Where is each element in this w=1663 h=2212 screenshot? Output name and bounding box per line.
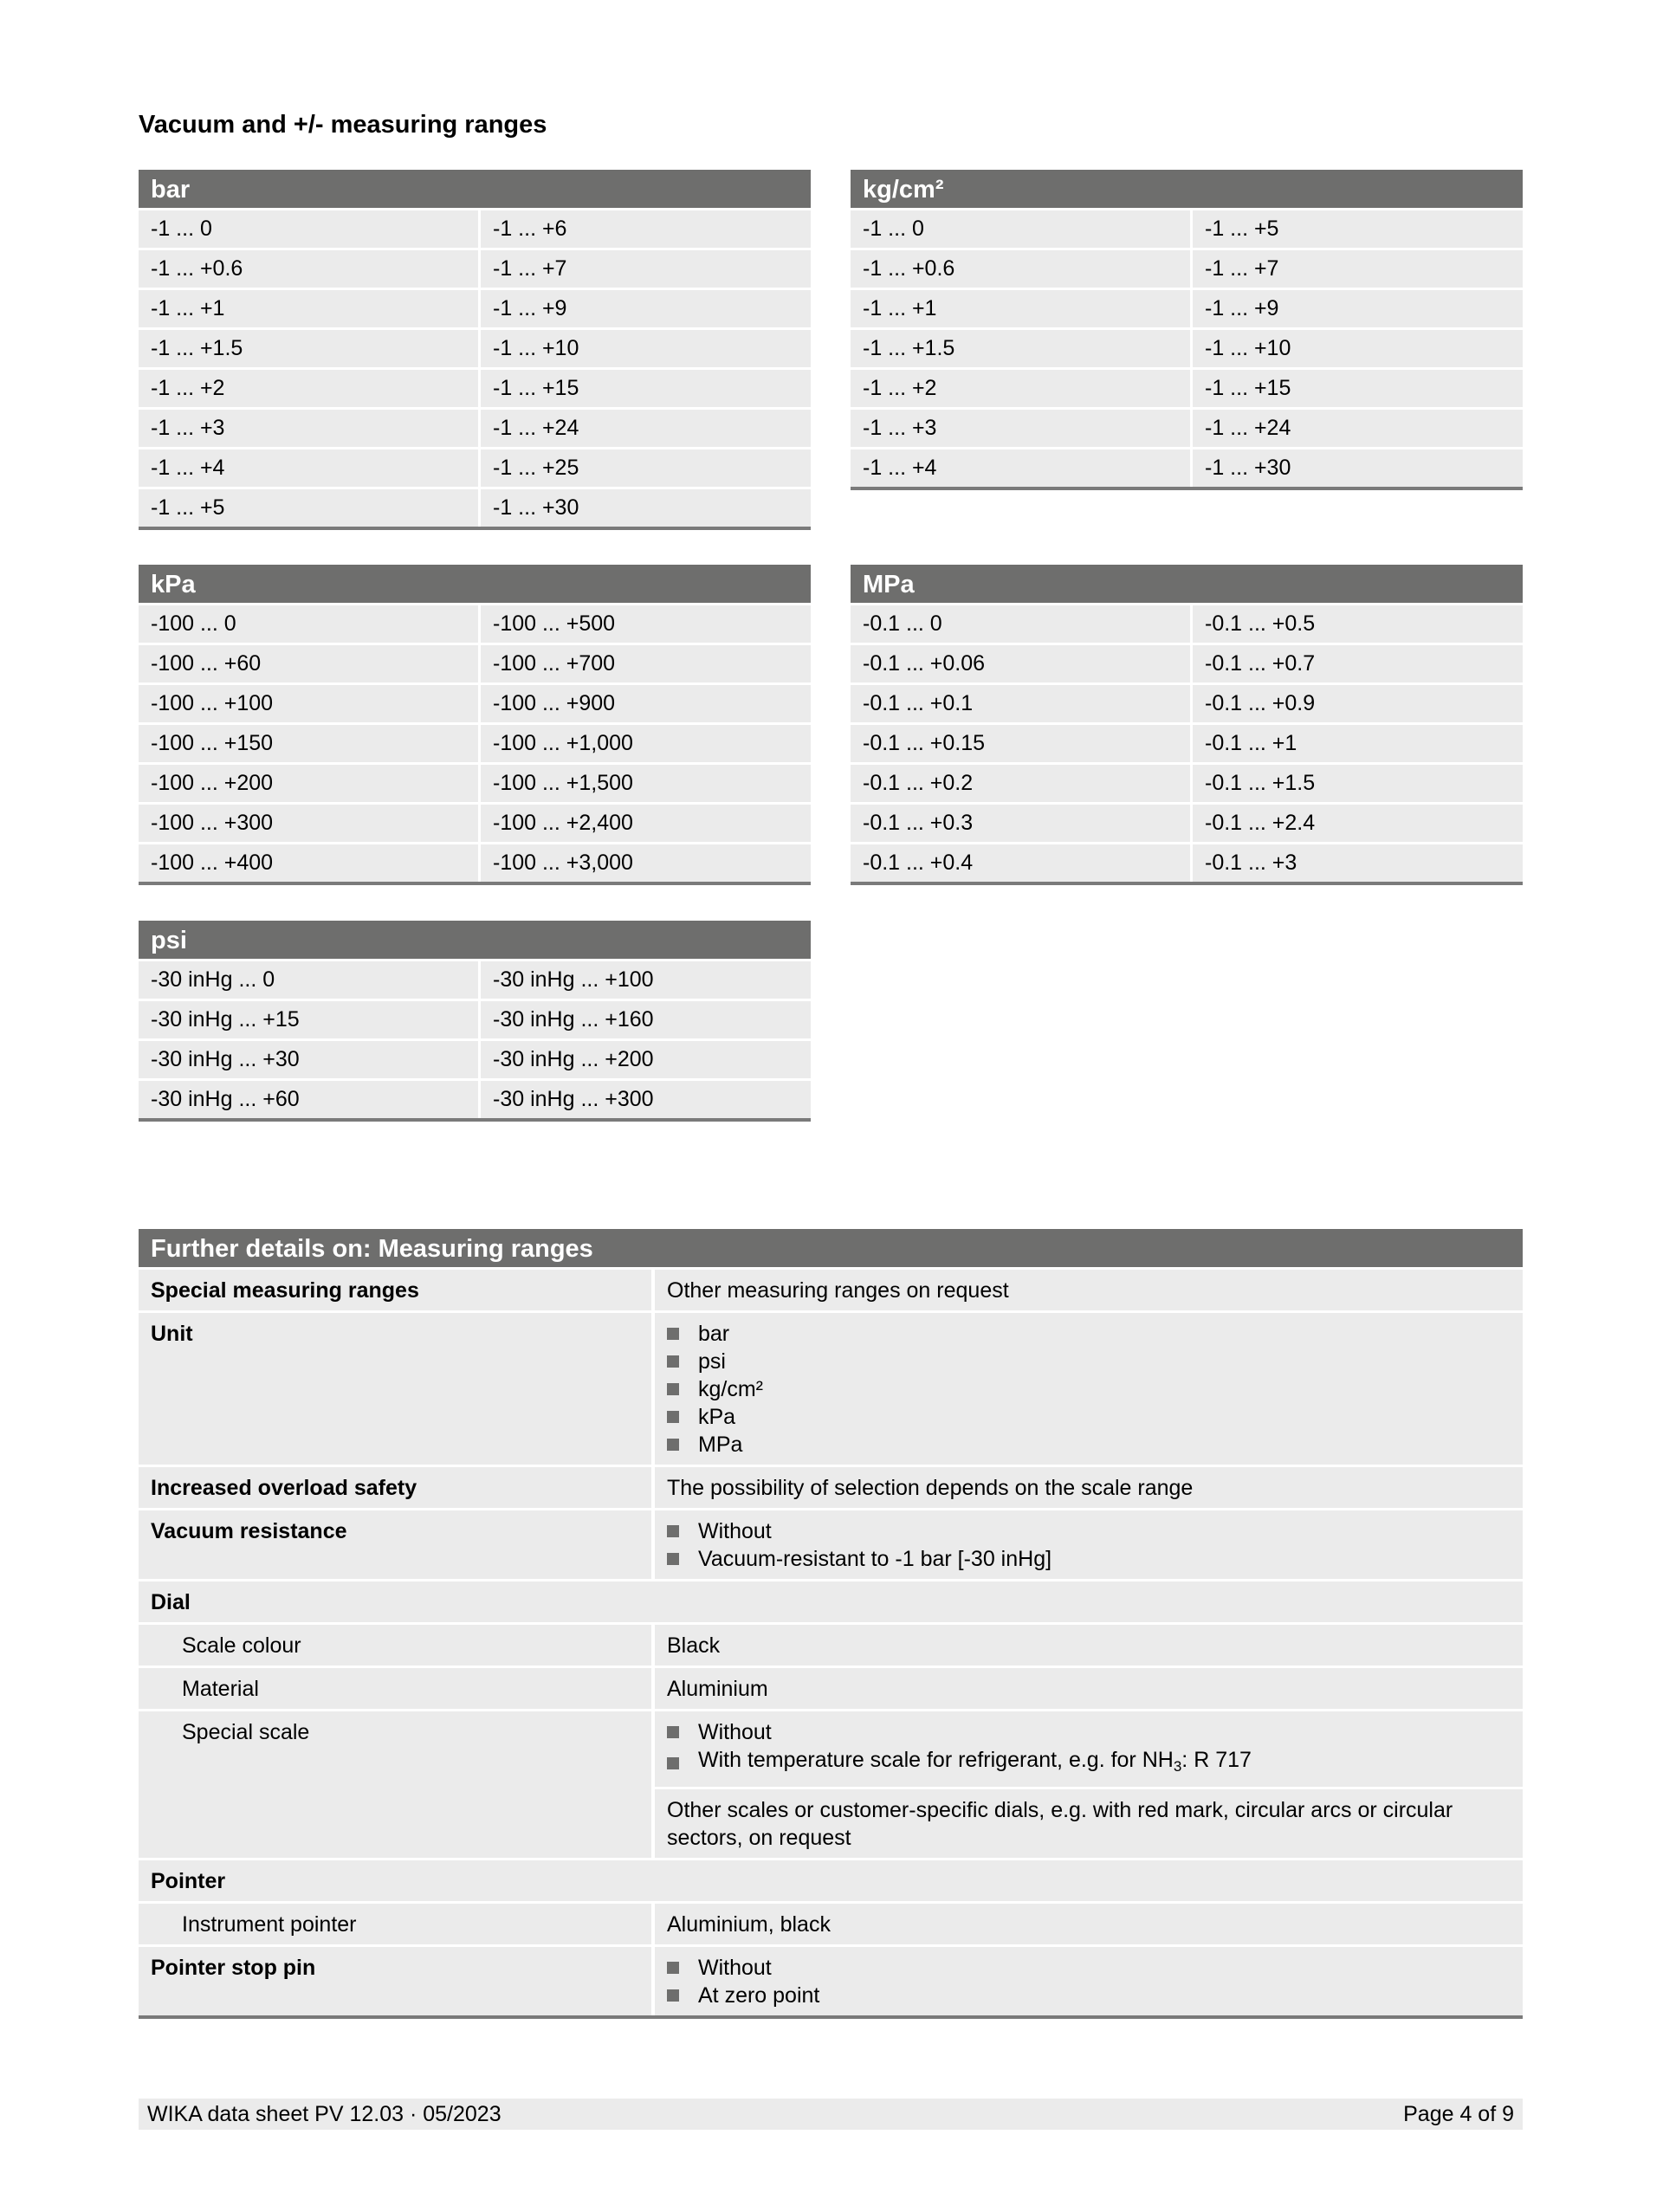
list-item: kg/cm²: [667, 1375, 1511, 1403]
table-cell: -1 ... +1.5: [851, 330, 1190, 367]
table-cell: -0.1 ... +3: [1193, 844, 1523, 882]
details-row-dial: [139, 1579, 1523, 1622]
list-item: bar: [667, 1320, 1511, 1348]
table-cell: -1 ... +30: [481, 489, 811, 527]
list-item: Without: [667, 1517, 1511, 1545]
details-row-special-scale: [139, 1709, 1523, 1858]
unit-list: [655, 1313, 1523, 1465]
table-cell: -0.1 ... +1: [1193, 725, 1523, 762]
table-cell: -0.1 ... +0.4: [851, 844, 1190, 882]
table-row: [851, 208, 1523, 248]
table-cell: -0.1 ... +0.3: [851, 805, 1190, 842]
bullet-square-icon: [667, 1525, 679, 1537]
details-row-material: [139, 1665, 1523, 1709]
special-scale-note: Other scales or customer-specific dials, e.g. with red mark, circular arcs or circular sectors, on request: [655, 1787, 1523, 1858]
overload-label: Increased overload safety: [139, 1467, 651, 1508]
table-cell: -1 ... +7: [1193, 250, 1523, 288]
table-cell: -100 ... +2,400: [481, 805, 811, 842]
list-item: With temperature scale for refrigerant, e.g. for $NH_3$: R 717: [667, 1746, 1511, 1781]
table-cell: -1 ... +2: [851, 370, 1190, 407]
table-header: bar: [139, 170, 811, 208]
pointer-label: Pointer: [139, 1860, 1523, 1901]
table-cell: -1 ... 0: [139, 210, 478, 248]
table-row: [851, 722, 1523, 762]
bullet-square-icon: [667, 1328, 679, 1340]
table-row: [139, 447, 811, 487]
table-row: [139, 722, 811, 762]
details-row-vacuum: [139, 1508, 1523, 1579]
table-cell: -0.1 ... +0.15: [851, 725, 1190, 762]
table-cell: -1 ... +3: [851, 410, 1190, 447]
kpa-range-table: [139, 565, 811, 885]
bullet-square-icon: [667, 1553, 679, 1565]
table-header: kPa: [139, 565, 811, 603]
table-cell: -1 ... +5: [139, 489, 478, 527]
table-row: [139, 603, 811, 643]
bar-range-table: [139, 170, 811, 530]
details-row-unit: [139, 1310, 1523, 1465]
page-title: Vacuum and +/- measuring ranges: [139, 111, 547, 139]
table-cell: -0.1 ... +1.5: [1193, 765, 1523, 802]
table-header: kg/cm²: [851, 170, 1523, 208]
table-row: [139, 407, 811, 447]
table-row: [139, 288, 811, 327]
bullet-square-icon: [667, 1355, 679, 1368]
table-row: [851, 407, 1523, 447]
table-cell: -0.1 ... +0.2: [851, 765, 1190, 802]
table-cell: -30 inHg ... +300: [481, 1081, 811, 1118]
table-cell: -1 ... +15: [1193, 370, 1523, 407]
table-cell: -1 ... +7: [481, 250, 811, 288]
table-row: [139, 248, 811, 288]
table-row: [851, 842, 1523, 882]
table-row: [139, 959, 811, 999]
table-row: [851, 802, 1523, 842]
table-header: psi: [139, 921, 811, 959]
list-item: Vacuum-resistant to -1 bar [-30 inHg]: [667, 1545, 1511, 1573]
table-row: [139, 1038, 811, 1078]
bullet-square-icon: [667, 1757, 679, 1769]
table-cell: -100 ... +150: [139, 725, 478, 762]
table-row: [139, 643, 811, 682]
table-cell: -0.1 ... +0.5: [1193, 605, 1523, 643]
table-cell: -1 ... +25: [481, 450, 811, 487]
vacuum-label: Vacuum resistance: [139, 1510, 651, 1579]
details-row-scale-colour: [139, 1622, 1523, 1665]
table-row: [139, 367, 811, 407]
table-cell: -30 inHg ... +100: [481, 961, 811, 999]
details-row-special-ranges: [139, 1267, 1523, 1310]
table-cell: -1 ... +0.6: [139, 250, 478, 288]
bullet-square-icon: [667, 1411, 679, 1423]
table-row: [139, 327, 811, 367]
table-cell: -30 inHg ... +60: [139, 1081, 478, 1118]
table-cell: -100 ... +60: [139, 645, 478, 682]
table-row: [139, 487, 811, 527]
table-cell: -0.1 ... +2.4: [1193, 805, 1523, 842]
table-row: [851, 762, 1523, 802]
table-cell: -100 ... +3,000: [481, 844, 811, 882]
special-ranges-label: Special measuring ranges: [139, 1270, 651, 1310]
special-scale-values: [655, 1711, 1523, 1858]
details-row-instrument-pointer: [139, 1901, 1523, 1944]
list-item: At zero point: [667, 1982, 1511, 2009]
stop-pin-label: Pointer stop pin: [139, 1947, 651, 2015]
table-row: [851, 367, 1523, 407]
table-cell: -1 ... +0.6: [851, 250, 1190, 288]
table-cell: -1 ... +10: [481, 330, 811, 367]
bullet-square-icon: [667, 1439, 679, 1451]
special-scale-list: [655, 1711, 1523, 1787]
table-cell: -1 ... +30: [1193, 450, 1523, 487]
bullet-square-icon: [667, 1726, 679, 1738]
table-cell: -1 ... 0: [851, 210, 1190, 248]
table-cell: -1 ... +3: [139, 410, 478, 447]
table-cell: -1 ... +24: [1193, 410, 1523, 447]
table-cell: -30 inHg ... +15: [139, 1001, 478, 1038]
table-cell: -0.1 ... +0.7: [1193, 645, 1523, 682]
table-cell: -0.1 ... 0: [851, 605, 1190, 643]
page-footer: [139, 2099, 1523, 2130]
table-row: [851, 643, 1523, 682]
table-row: [139, 208, 811, 248]
scale-colour-value: Black: [655, 1625, 1523, 1665]
list-item: psi: [667, 1348, 1511, 1375]
table-cell: -100 ... +300: [139, 805, 478, 842]
table-cell: -1 ... +1.5: [139, 330, 478, 367]
table-cell: -1 ... +9: [481, 290, 811, 327]
table-row: [851, 447, 1523, 487]
table-cell: -1 ... +9: [1193, 290, 1523, 327]
table-row: [139, 842, 811, 882]
table-cell: -1 ... +15: [481, 370, 811, 407]
table-cell: -1 ... +4: [851, 450, 1190, 487]
details-row-stop-pin: [139, 1944, 1523, 2015]
footer-page-number: Page 4 of 9: [1403, 2102, 1514, 2126]
table-cell: -1 ... +6: [481, 210, 811, 248]
table-cell: -100 ... +500: [481, 605, 811, 643]
bullet-square-icon: [667, 1989, 679, 2002]
table-cell: -0.1 ... +0.1: [851, 685, 1190, 722]
table-cell: -100 ... +1,500: [481, 765, 811, 802]
bullet-square-icon: [667, 1383, 679, 1395]
table-row: [139, 999, 811, 1038]
vacuum-list: [655, 1510, 1523, 1579]
details-row-pointer: [139, 1858, 1523, 1901]
table-row: [139, 1078, 811, 1118]
table-cell: -100 ... 0: [139, 605, 478, 643]
table-cell: -1 ... +2: [139, 370, 478, 407]
instrument-pointer-value: Aluminium, black: [655, 1904, 1523, 1944]
special-scale-label: Special scale: [139, 1711, 651, 1858]
list-item: kPa: [667, 1403, 1511, 1431]
psi-range-table: [139, 921, 811, 1122]
table-cell: -100 ... +200: [139, 765, 478, 802]
table-cell: -30 inHg ... +200: [481, 1041, 811, 1078]
table-row: [851, 682, 1523, 722]
material-label: Material: [139, 1668, 651, 1709]
table-row: [139, 682, 811, 722]
table-cell: -30 inHg ... 0: [139, 961, 478, 999]
table-cell: -0.1 ... +0.9: [1193, 685, 1523, 722]
table-cell: -100 ... +1,000: [481, 725, 811, 762]
table-cell: -100 ... +100: [139, 685, 478, 722]
instrument-pointer-label: Instrument pointer: [139, 1904, 651, 1944]
bullet-square-icon: [667, 1962, 679, 1974]
unit-label: Unit: [139, 1313, 651, 1465]
details-header: Further details on: Measuring ranges: [139, 1229, 1523, 1267]
table-row: [851, 288, 1523, 327]
scale-colour-label: Scale colour: [139, 1625, 651, 1665]
special-ranges-value: Other measuring ranges on request: [655, 1270, 1523, 1310]
details-row-overload: [139, 1465, 1523, 1508]
mpa-range-table: [851, 565, 1523, 885]
table-row: [851, 603, 1523, 643]
table-cell: -100 ... +400: [139, 844, 478, 882]
table-cell: -0.1 ... +0.06: [851, 645, 1190, 682]
material-value: Aluminium: [655, 1668, 1523, 1709]
details-table: [139, 1229, 1523, 2019]
list-item: Without: [667, 1954, 1511, 1982]
table-header: MPa: [851, 565, 1523, 603]
overload-value: The possibility of selection depends on the scale range: [655, 1467, 1523, 1508]
table-cell: -100 ... +700: [481, 645, 811, 682]
list-item: MPa: [667, 1431, 1511, 1458]
list-item: Without: [667, 1718, 1511, 1746]
stop-pin-list: [655, 1947, 1523, 2015]
table-row: [851, 248, 1523, 288]
table-cell: -1 ... +1: [139, 290, 478, 327]
table-cell: -100 ... +900: [481, 685, 811, 722]
dial-label: Dial: [139, 1581, 1523, 1622]
kgcm2-range-table: [851, 170, 1523, 490]
table-cell: -1 ... +24: [481, 410, 811, 447]
table-cell: -30 inHg ... +30: [139, 1041, 478, 1078]
table-cell: -1 ... +10: [1193, 330, 1523, 367]
table-cell: -1 ... +5: [1193, 210, 1523, 248]
table-row: [139, 762, 811, 802]
table-row: [851, 327, 1523, 367]
table-cell: -1 ... +4: [139, 450, 478, 487]
table-cell: -1 ... +1: [851, 290, 1190, 327]
footer-doc-id: WIKA data sheet PV 12.03 · 05/2023: [147, 2102, 501, 2126]
table-cell: -30 inHg ... +160: [481, 1001, 811, 1038]
table-row: [139, 802, 811, 842]
